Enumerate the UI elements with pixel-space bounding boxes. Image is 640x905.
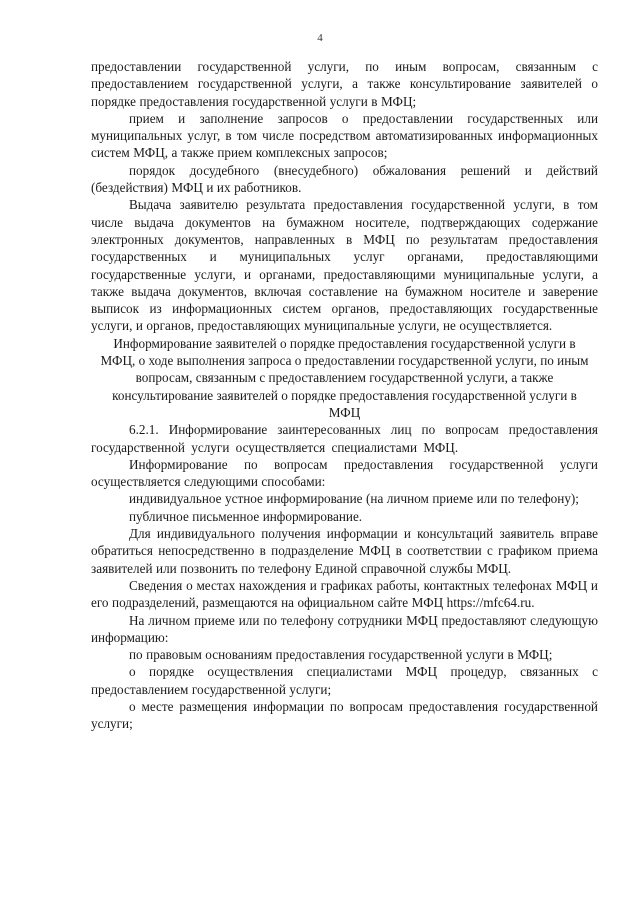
paragraph: прием и заполнение запросов о предоставлении государственных или муниципальных услуг, в том числе посредством автоматизированных информационных систем МФЦ, а также прием комплексных запросов;: [91, 110, 598, 161]
page-number: 4: [317, 32, 323, 44]
paragraph: о порядке осуществления специалистами МФЦ процедур, связанных с предоставлением государственной услуги;: [91, 664, 598, 697]
paragraph: На личном приеме или по телефону сотрудники МФЦ предоставляют следующую информацию:: [91, 612, 598, 645]
paragraph: предоставлении государственной услуги, по иным вопросам, связанным с предоставлением государственной услуги, а также консультирование заявителей о порядке предоставления государственной услуги в МФЦ;: [91, 59, 598, 109]
paragraph: Сведения о местах нахождения и графиках работы, контактных телефонах МФЦ и его подразделений, размещаются на официальном сайте МФЦ https://mfc64.ru.: [91, 577, 598, 611]
document-body: [91, 58, 598, 733]
paragraph: порядок досудебного (внесудебного) обжалования решений и действий (бездействия) МФЦ и их работников.: [91, 162, 598, 196]
section-heading: Информирование заявителей о порядке предоставления государственной услуги в МФЦ, о ходе выполнения запроса о предоставлении государственной услуги, по иным вопросам, связанным с предоставлением государственной услуги, а также консультирование заявителей о порядке предоставления государственной услуги в МФЦ: [100, 335, 589, 420]
paragraph: по правовым основаниям предоставления государственной услуги в МФЦ;: [129, 647, 553, 663]
paragraph: о месте размещения информации по вопросам предоставления государственной услуги;: [91, 698, 598, 732]
paragraph: публичное письменное информирование.: [129, 508, 363, 524]
paragraph: Информирование по вопросам предоставления государственной услуги осуществляется следующими способами:: [91, 456, 598, 490]
paragraph: 6.2.1. Информирование заинтересованных лиц по вопросам предоставления государственной услуги осуществляется специалистами МФЦ.: [91, 422, 598, 455]
paragraph: Для индивидуального получения информации и консультаций заявитель вправе обратиться непосредственно в подразделение МФЦ в соответствии с графиком приема заявителей или позвонить по телефону Единой справочной службы МФЦ.: [91, 526, 598, 576]
paragraph: индивидуальное устное информирование (на личном приеме или по телефону);: [129, 491, 579, 507]
paragraph: Выдача заявителю результата предоставления государственной услуги, в том числе выдача документов на бумажном носителе, подтверждающих содержание электронных документов, направленных в МФЦ по результатам предоставления государственных и муниципальных услуг органами, предоставляющими государственные услуги, и органами, предоставляющими муниципальные услуги, а также выдача документов, включая составление на бумажном носителе и заверение выписок из информационных систем органов, предоставляющих государственные услуги, и органов, предоставляющих муниципальные услуги, не осуществляется.: [91, 197, 598, 334]
